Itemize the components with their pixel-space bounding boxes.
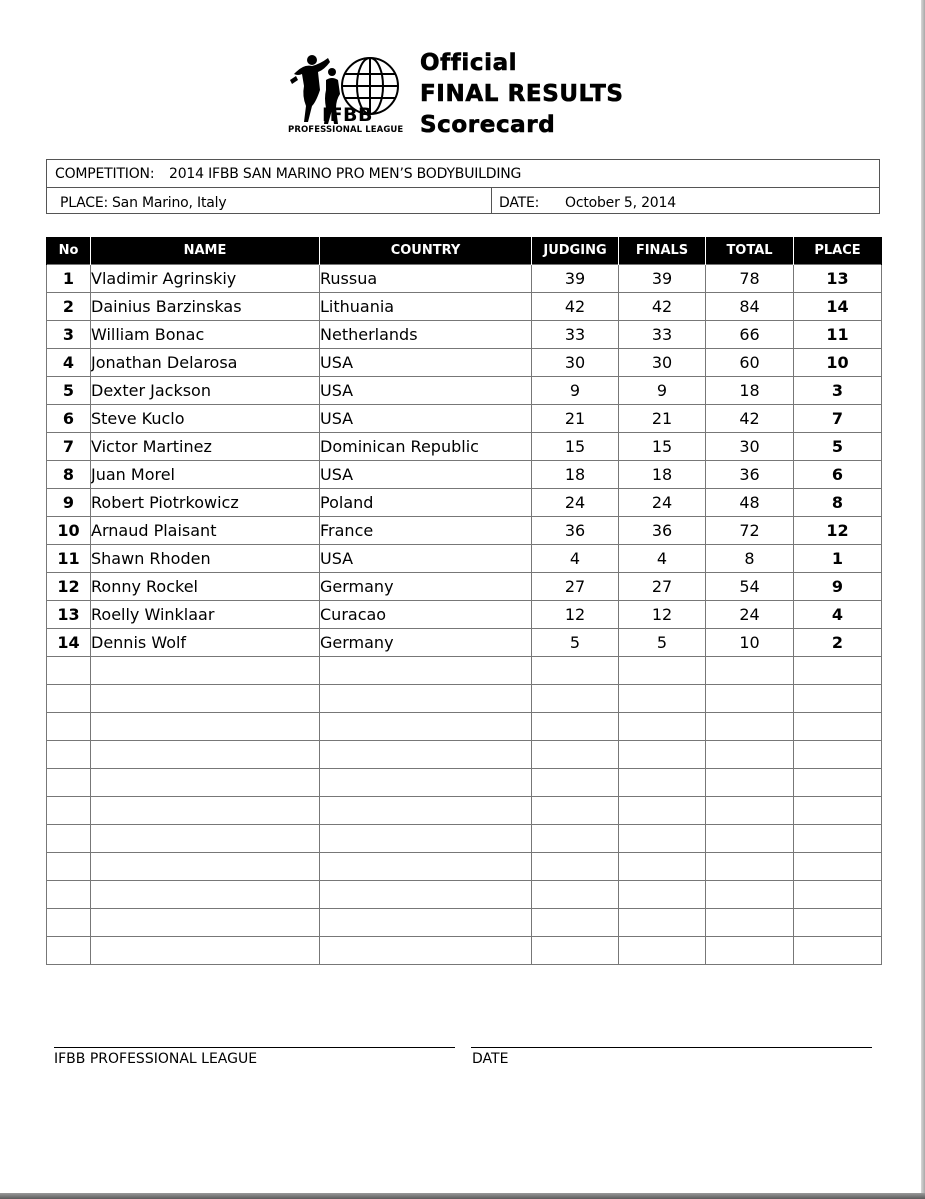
table-row bbox=[47, 433, 882, 461]
competition-value: 2014 IFBB SAN MARINO PRO MEN’S BODYBUILDING bbox=[169, 166, 522, 182]
cell-name: Steve Kuclo bbox=[91, 405, 320, 433]
cell-place-empty bbox=[794, 853, 882, 881]
results-table bbox=[46, 237, 882, 965]
cell-finals-empty bbox=[619, 741, 706, 769]
cell-judging: 21 bbox=[532, 405, 619, 433]
page-edge-bottom bbox=[0, 1193, 925, 1199]
table-row bbox=[47, 377, 882, 405]
empty-table-row bbox=[47, 797, 882, 825]
cell-place: 10 bbox=[794, 349, 882, 377]
cell-place-empty bbox=[794, 713, 882, 741]
cell-judging: 36 bbox=[532, 517, 619, 545]
cell-no: 7 bbox=[47, 433, 91, 461]
cell-finals-empty bbox=[619, 797, 706, 825]
cell-country-empty bbox=[320, 797, 532, 825]
cell-country: Netherlands bbox=[320, 321, 532, 349]
cell-name: Dennis Wolf bbox=[91, 629, 320, 657]
cell-finals-empty bbox=[619, 909, 706, 937]
cell-no: 12 bbox=[47, 573, 91, 601]
cell-place: 5 bbox=[794, 433, 882, 461]
empty-table-row bbox=[47, 909, 882, 937]
table-row bbox=[47, 545, 882, 573]
table-row bbox=[47, 601, 882, 629]
table-row bbox=[47, 573, 882, 601]
info-divider bbox=[491, 188, 492, 214]
cell-no-empty bbox=[47, 937, 91, 965]
cell-place-empty bbox=[794, 797, 882, 825]
empty-table-row bbox=[47, 937, 882, 965]
cell-country: Russua bbox=[320, 265, 532, 293]
cell-name-empty bbox=[91, 797, 320, 825]
cell-name-empty bbox=[91, 769, 320, 797]
cell-finals-empty bbox=[619, 657, 706, 685]
column-header-country: COUNTRY bbox=[320, 237, 532, 265]
cell-total: 18 bbox=[706, 377, 794, 405]
column-header-finals: FINALS bbox=[619, 237, 706, 265]
cell-name: Dexter Jackson bbox=[91, 377, 320, 405]
cell-judging: 33 bbox=[532, 321, 619, 349]
cell-judging-empty bbox=[532, 741, 619, 769]
table-row bbox=[47, 265, 882, 293]
cell-total: 60 bbox=[706, 349, 794, 377]
cell-name: Shawn Rhoden bbox=[91, 545, 320, 573]
cell-place: 6 bbox=[794, 461, 882, 489]
cell-total-empty bbox=[706, 853, 794, 881]
cell-no-empty bbox=[47, 657, 91, 685]
cell-country: Dominican Republic bbox=[320, 433, 532, 461]
cell-judging: 12 bbox=[532, 601, 619, 629]
cell-no: 4 bbox=[47, 349, 91, 377]
cell-finals-empty bbox=[619, 825, 706, 853]
cell-total: 30 bbox=[706, 433, 794, 461]
cell-judging: 18 bbox=[532, 461, 619, 489]
cell-total-empty bbox=[706, 741, 794, 769]
cell-name-empty bbox=[91, 713, 320, 741]
cell-judging-empty bbox=[532, 657, 619, 685]
cell-finals-empty bbox=[619, 853, 706, 881]
empty-table-row bbox=[47, 881, 882, 909]
cell-finals-empty bbox=[619, 685, 706, 713]
cell-name-empty bbox=[91, 685, 320, 713]
cell-judging-empty bbox=[532, 909, 619, 937]
signature-label-date: DATE bbox=[472, 1051, 509, 1067]
place-value: San Marino, Italy bbox=[112, 195, 227, 211]
cell-total-empty bbox=[706, 769, 794, 797]
cell-finals-empty bbox=[619, 713, 706, 741]
cell-no-empty bbox=[47, 825, 91, 853]
cell-total: 78 bbox=[706, 265, 794, 293]
cell-no-empty bbox=[47, 797, 91, 825]
cell-no: 1 bbox=[47, 265, 91, 293]
cell-place-empty bbox=[794, 937, 882, 965]
cell-judging-empty bbox=[532, 685, 619, 713]
cell-place: 2 bbox=[794, 629, 882, 657]
cell-place: 7 bbox=[794, 405, 882, 433]
cell-no-empty bbox=[47, 685, 91, 713]
cell-finals: 24 bbox=[619, 489, 706, 517]
cell-finals: 27 bbox=[619, 573, 706, 601]
cell-country-empty bbox=[320, 825, 532, 853]
cell-place: 4 bbox=[794, 601, 882, 629]
empty-table-row bbox=[47, 657, 882, 685]
cell-total: 66 bbox=[706, 321, 794, 349]
cell-total: 24 bbox=[706, 601, 794, 629]
cell-place-empty bbox=[794, 657, 882, 685]
cell-name-empty bbox=[91, 741, 320, 769]
cell-finals: 21 bbox=[619, 405, 706, 433]
cell-total: 36 bbox=[706, 461, 794, 489]
table-row bbox=[47, 629, 882, 657]
cell-place-empty bbox=[794, 741, 882, 769]
empty-table-row bbox=[47, 825, 882, 853]
title-final-results: FINAL RESULTS bbox=[420, 81, 624, 107]
cell-total: 84 bbox=[706, 293, 794, 321]
cell-judging-empty bbox=[532, 937, 619, 965]
cell-no: 13 bbox=[47, 601, 91, 629]
cell-place: 12 bbox=[794, 517, 882, 545]
cell-judging-empty bbox=[532, 797, 619, 825]
cell-total: 54 bbox=[706, 573, 794, 601]
column-header-place: PLACE bbox=[794, 237, 882, 265]
cell-judging: 39 bbox=[532, 265, 619, 293]
cell-place: 9 bbox=[794, 573, 882, 601]
cell-country-empty bbox=[320, 713, 532, 741]
empty-table-row bbox=[47, 713, 882, 741]
table-header-row bbox=[47, 237, 882, 265]
cell-place-empty bbox=[794, 769, 882, 797]
cell-name: Ronny Rockel bbox=[91, 573, 320, 601]
cell-country-empty bbox=[320, 937, 532, 965]
cell-finals: 33 bbox=[619, 321, 706, 349]
title-official: Official bbox=[420, 50, 518, 76]
cell-country: France bbox=[320, 517, 532, 545]
cell-name-empty bbox=[91, 937, 320, 965]
cell-finals: 4 bbox=[619, 545, 706, 573]
cell-total: 42 bbox=[706, 405, 794, 433]
cell-total-empty bbox=[706, 937, 794, 965]
cell-no: 3 bbox=[47, 321, 91, 349]
cell-judging-empty bbox=[532, 853, 619, 881]
cell-no: 14 bbox=[47, 629, 91, 657]
cell-name: Roelly Winklaar bbox=[91, 601, 320, 629]
cell-total: 8 bbox=[706, 545, 794, 573]
cell-no: 8 bbox=[47, 461, 91, 489]
cell-judging-empty bbox=[532, 881, 619, 909]
cell-name: Dainius Barzinskas bbox=[91, 293, 320, 321]
column-header-name: NAME bbox=[91, 237, 320, 265]
cell-finals-empty bbox=[619, 881, 706, 909]
cell-country-empty bbox=[320, 741, 532, 769]
cell-finals: 36 bbox=[619, 517, 706, 545]
cell-total-empty bbox=[706, 881, 794, 909]
cell-country: Curacao bbox=[320, 601, 532, 629]
cell-total-empty bbox=[706, 909, 794, 937]
cell-finals: 9 bbox=[619, 377, 706, 405]
cell-total-empty bbox=[706, 713, 794, 741]
column-header-total: TOTAL bbox=[706, 237, 794, 265]
cell-country: USA bbox=[320, 405, 532, 433]
cell-finals: 42 bbox=[619, 293, 706, 321]
logo-text: IFBB bbox=[322, 104, 374, 126]
cell-no: 10 bbox=[47, 517, 91, 545]
cell-place-empty bbox=[794, 881, 882, 909]
table-row bbox=[47, 293, 882, 321]
cell-judging: 15 bbox=[532, 433, 619, 461]
competition-label: COMPETITION: bbox=[55, 166, 155, 182]
results-body bbox=[47, 265, 882, 965]
cell-country-empty bbox=[320, 909, 532, 937]
cell-name-empty bbox=[91, 825, 320, 853]
signature-label-ifbb: IFBB PROFESSIONAL LEAGUE bbox=[54, 1051, 258, 1067]
cell-judging: 9 bbox=[532, 377, 619, 405]
cell-name: Vladimir Agrinskiy bbox=[91, 265, 320, 293]
cell-name: Juan Morel bbox=[91, 461, 320, 489]
empty-table-row bbox=[47, 853, 882, 881]
cell-judging-empty bbox=[532, 769, 619, 797]
cell-name: Robert Piotrkowicz bbox=[91, 489, 320, 517]
column-header-judging: JUDGING bbox=[532, 237, 619, 265]
cell-place: 14 bbox=[794, 293, 882, 321]
table-row bbox=[47, 321, 882, 349]
cell-total-empty bbox=[706, 797, 794, 825]
cell-country: Germany bbox=[320, 573, 532, 601]
table-row bbox=[47, 489, 882, 517]
cell-total-empty bbox=[706, 685, 794, 713]
date-value: October 5, 2014 bbox=[565, 195, 676, 211]
cell-no: 6 bbox=[47, 405, 91, 433]
cell-country: USA bbox=[320, 349, 532, 377]
empty-table-row bbox=[47, 769, 882, 797]
cell-place: 3 bbox=[794, 377, 882, 405]
cell-place-empty bbox=[794, 685, 882, 713]
cell-name: Jonathan Delarosa bbox=[91, 349, 320, 377]
cell-name-empty bbox=[91, 909, 320, 937]
cell-total: 48 bbox=[706, 489, 794, 517]
signature-line-right bbox=[471, 1047, 872, 1048]
cell-finals: 12 bbox=[619, 601, 706, 629]
cell-country: USA bbox=[320, 461, 532, 489]
cell-country: Lithuania bbox=[320, 293, 532, 321]
cell-place-empty bbox=[794, 825, 882, 853]
competition-row bbox=[47, 160, 879, 188]
cell-total: 10 bbox=[706, 629, 794, 657]
cell-total-empty bbox=[706, 825, 794, 853]
cell-judging: 27 bbox=[532, 573, 619, 601]
cell-country: Germany bbox=[320, 629, 532, 657]
cell-country: Poland bbox=[320, 489, 532, 517]
cell-name-empty bbox=[91, 853, 320, 881]
table-row bbox=[47, 517, 882, 545]
cell-total: 72 bbox=[706, 517, 794, 545]
cell-country-empty bbox=[320, 769, 532, 797]
cell-judging: 5 bbox=[532, 629, 619, 657]
cell-no: 9 bbox=[47, 489, 91, 517]
empty-table-row bbox=[47, 685, 882, 713]
cell-country-empty bbox=[320, 685, 532, 713]
cell-finals: 30 bbox=[619, 349, 706, 377]
title-scorecard: Scorecard bbox=[420, 112, 556, 138]
cell-place-empty bbox=[794, 909, 882, 937]
table-row bbox=[47, 405, 882, 433]
cell-finals: 18 bbox=[619, 461, 706, 489]
cell-finals: 39 bbox=[619, 265, 706, 293]
cell-judging: 4 bbox=[532, 545, 619, 573]
column-header-no: No bbox=[47, 237, 91, 265]
cell-place: 8 bbox=[794, 489, 882, 517]
cell-place: 13 bbox=[794, 265, 882, 293]
cell-country: USA bbox=[320, 377, 532, 405]
cell-no-empty bbox=[47, 853, 91, 881]
table-row bbox=[47, 461, 882, 489]
cell-finals: 5 bbox=[619, 629, 706, 657]
cell-no-empty bbox=[47, 881, 91, 909]
cell-place: 11 bbox=[794, 321, 882, 349]
cell-name-empty bbox=[91, 657, 320, 685]
date-label: DATE: bbox=[499, 195, 540, 211]
cell-name: William Bonac bbox=[91, 321, 320, 349]
cell-no-empty bbox=[47, 741, 91, 769]
page-edge-right bbox=[921, 0, 925, 1199]
cell-country: USA bbox=[320, 545, 532, 573]
cell-country-empty bbox=[320, 657, 532, 685]
cell-judging-empty bbox=[532, 825, 619, 853]
cell-no: 5 bbox=[47, 377, 91, 405]
cell-finals-empty bbox=[619, 769, 706, 797]
cell-name-empty bbox=[91, 881, 320, 909]
cell-finals-empty bbox=[619, 937, 706, 965]
cell-judging: 30 bbox=[532, 349, 619, 377]
cell-country-empty bbox=[320, 853, 532, 881]
cell-no-empty bbox=[47, 909, 91, 937]
cell-judging: 42 bbox=[532, 293, 619, 321]
cell-total-empty bbox=[706, 657, 794, 685]
cell-no-empty bbox=[47, 769, 91, 797]
cell-no: 11 bbox=[47, 545, 91, 573]
cell-judging-empty bbox=[532, 713, 619, 741]
cell-finals: 15 bbox=[619, 433, 706, 461]
cell-name: Victor Martinez bbox=[91, 433, 320, 461]
table-row bbox=[47, 349, 882, 377]
place-label: PLACE: bbox=[60, 195, 109, 211]
cell-name: Arnaud Plaisant bbox=[91, 517, 320, 545]
empty-table-row bbox=[47, 741, 882, 769]
competition-info-box bbox=[46, 159, 880, 214]
signature-line-left bbox=[54, 1047, 455, 1048]
cell-no: 2 bbox=[47, 293, 91, 321]
cell-place: 1 bbox=[794, 545, 882, 573]
cell-judging: 24 bbox=[532, 489, 619, 517]
cell-country-empty bbox=[320, 881, 532, 909]
cell-no-empty bbox=[47, 713, 91, 741]
logo-subtitle: PROFESSIONAL LEAGUE bbox=[288, 125, 404, 135]
